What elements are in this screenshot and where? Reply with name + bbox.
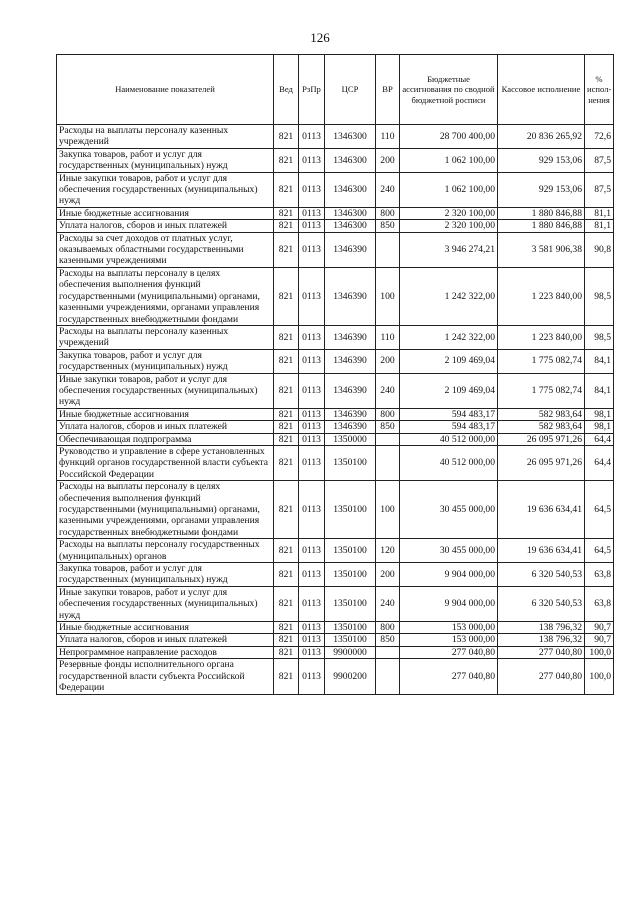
cell-name: Расходы на выплаты персоналу в целях обеспечения выполнения функций государственными (муниципальными) органами, казенными учреждениями, органами управления государственных внебюджетными фондами: [57, 481, 274, 539]
header-name: Наименование показателей: [57, 55, 274, 125]
cell-ved: 821: [274, 373, 299, 408]
cell-name: Иные бюджетные ассигнования: [57, 622, 274, 634]
cell-ved: 821: [274, 433, 299, 445]
page-number: 126: [310, 30, 330, 45]
cell-name: Уплата налогов, сборов и иных платежей: [57, 220, 274, 232]
cell-ved: 821: [274, 349, 299, 373]
cell-rzpr: 0113: [299, 421, 325, 433]
table-row: [57, 408, 614, 420]
cell-name: Закупка товаров, работ и услуг для государственных (муниципальных) нужд: [57, 148, 274, 172]
cell-ved: 821: [274, 563, 299, 587]
header-rzpr: РзПр: [299, 55, 325, 125]
cell-name: Расходы на выплаты персоналу казенных учреждений: [57, 125, 274, 149]
cell-vr: 110: [376, 325, 400, 349]
cell-assign: 2 109 469,04: [400, 349, 498, 373]
cell-name: Расходы на выплаты персоналу казенных учреждений: [57, 325, 274, 349]
table-row: [57, 207, 614, 219]
header-row: [57, 55, 614, 125]
cell-vr: 240: [376, 586, 400, 621]
cell-csr: 1346390: [325, 232, 376, 267]
cell-assign: 40 512 000,00: [400, 433, 498, 445]
cell-assign: 2 109 469,04: [400, 373, 498, 408]
cell-assign: 2 320 100,00: [400, 220, 498, 232]
cell-csr: 1346300: [325, 148, 376, 172]
cell-cash: 138 796,32: [498, 634, 585, 646]
cell-csr: 1350100: [325, 539, 376, 563]
cell-csr: 1346300: [325, 172, 376, 207]
cell-rzpr: 0113: [299, 172, 325, 207]
table-row: [57, 148, 614, 172]
header-csr: ЦСР: [325, 55, 376, 125]
cell-ved: 821: [274, 207, 299, 219]
table-row: [57, 125, 614, 149]
cell-pct: 90,7: [585, 622, 614, 634]
cell-rzpr: 0113: [299, 148, 325, 172]
table-row: [57, 445, 614, 480]
cell-ved: 821: [274, 232, 299, 267]
cell-ved: 821: [274, 325, 299, 349]
cell-cash: 1 223 840,00: [498, 267, 585, 325]
cell-pct: 64,5: [585, 539, 614, 563]
table-row: [57, 586, 614, 621]
table-row: [57, 349, 614, 373]
cell-vr: [376, 659, 400, 694]
cell-cash: 1 775 082,74: [498, 349, 585, 373]
cell-pct: 72,6: [585, 125, 614, 149]
table-row: [57, 659, 614, 694]
cell-vr: 200: [376, 148, 400, 172]
cell-csr: 1346390: [325, 325, 376, 349]
cell-rzpr: 0113: [299, 207, 325, 219]
cell-assign: 594 483,17: [400, 408, 498, 420]
table-row: [57, 433, 614, 445]
cell-assign: 153 000,00: [400, 622, 498, 634]
cell-name: Непрограммное направление расходов: [57, 646, 274, 658]
cell-csr: 1346390: [325, 408, 376, 420]
cell-pct: 64,4: [585, 445, 614, 480]
cell-rzpr: 0113: [299, 539, 325, 563]
cell-pct: 100,0: [585, 646, 614, 658]
cell-vr: 240: [376, 373, 400, 408]
table-header: [57, 55, 614, 125]
cell-cash: 1 880 846,88: [498, 220, 585, 232]
cell-pct: 63,8: [585, 563, 614, 587]
cell-cash: 19 636 634,41: [498, 481, 585, 539]
cell-assign: 30 455 000,00: [400, 481, 498, 539]
table-row: [57, 325, 614, 349]
header-assign: Бюджетные ассигнования по сводной бюджетной росписи: [400, 55, 498, 125]
cell-cash: 582 983,64: [498, 408, 585, 420]
cell-pct: 64,4: [585, 433, 614, 445]
cell-name: Иные бюджетные ассигнования: [57, 408, 274, 420]
cell-ved: 821: [274, 220, 299, 232]
cell-assign: 153 000,00: [400, 634, 498, 646]
cell-vr: [376, 232, 400, 267]
cell-assign: 2 320 100,00: [400, 207, 498, 219]
cell-cash: 1 880 846,88: [498, 207, 585, 219]
cell-csr: 1346390: [325, 373, 376, 408]
cell-vr: [376, 646, 400, 658]
cell-cash: 277 040,80: [498, 646, 585, 658]
table-body: [57, 125, 614, 695]
table-row: [57, 421, 614, 433]
cell-cash: 6 320 540,53: [498, 563, 585, 587]
cell-name: Обеспечивающая подпрограмма: [57, 433, 274, 445]
cell-csr: 1350100: [325, 445, 376, 480]
cell-csr: 1350100: [325, 586, 376, 621]
cell-csr: 9900000: [325, 646, 376, 658]
cell-vr: 100: [376, 481, 400, 539]
cell-assign: 1 062 100,00: [400, 172, 498, 207]
cell-rzpr: 0113: [299, 481, 325, 539]
table-row: [57, 232, 614, 267]
cell-pct: 98,1: [585, 408, 614, 420]
cell-ved: 821: [274, 172, 299, 207]
cell-ved: 821: [274, 634, 299, 646]
cell-vr: 800: [376, 207, 400, 219]
table-row: [57, 634, 614, 646]
cell-cash: 3 581 906,38: [498, 232, 585, 267]
cell-assign: 30 455 000,00: [400, 539, 498, 563]
cell-vr: 850: [376, 220, 400, 232]
table-row: [57, 622, 614, 634]
cell-name: Закупка товаров, работ и услуг для государственных (муниципальных) нужд: [57, 349, 274, 373]
cell-ved: 821: [274, 622, 299, 634]
cell-name: Иные бюджетные ассигнования: [57, 207, 274, 219]
cell-ved: 821: [274, 539, 299, 563]
cell-name: Расходы на выплаты персоналу государственных (муниципальных) органов: [57, 539, 274, 563]
cell-rzpr: 0113: [299, 563, 325, 587]
cell-cash: 582 983,64: [498, 421, 585, 433]
table-row: [57, 172, 614, 207]
cell-rzpr: 0113: [299, 325, 325, 349]
cell-pct: 87,5: [585, 148, 614, 172]
cell-pct: 90,7: [585, 634, 614, 646]
cell-cash: 19 636 634,41: [498, 539, 585, 563]
cell-ved: 821: [274, 148, 299, 172]
cell-cash: 1 223 840,00: [498, 325, 585, 349]
cell-pct: 100,0: [585, 659, 614, 694]
cell-name: Расходы на выплаты персоналу в целях обеспечения выполнения функций государственными (муниципальными) органами, казенными учреждениями, органами управления государственных внебюджетными фондами: [57, 267, 274, 325]
cell-assign: 28 700 400,00: [400, 125, 498, 149]
cell-ved: 821: [274, 267, 299, 325]
cell-csr: 1350100: [325, 481, 376, 539]
header-vr: ВР: [376, 55, 400, 125]
table-row: [57, 373, 614, 408]
cell-pct: 84,1: [585, 349, 614, 373]
table-row: [57, 646, 614, 658]
cell-pct: 81,1: [585, 220, 614, 232]
cell-ved: 821: [274, 421, 299, 433]
cell-assign: 277 040,80: [400, 659, 498, 694]
cell-vr: 800: [376, 408, 400, 420]
cell-cash: 138 796,32: [498, 622, 585, 634]
cell-assign: 40 512 000,00: [400, 445, 498, 480]
cell-ved: 821: [274, 445, 299, 480]
cell-vr: 800: [376, 622, 400, 634]
table-row: [57, 563, 614, 587]
cell-ved: 821: [274, 125, 299, 149]
cell-rzpr: 0113: [299, 220, 325, 232]
cell-vr: 100: [376, 267, 400, 325]
cell-pct: 90,8: [585, 232, 614, 267]
cell-rzpr: 0113: [299, 622, 325, 634]
cell-vr: [376, 433, 400, 445]
cell-pct: 98,5: [585, 325, 614, 349]
table-row: [57, 481, 614, 539]
cell-name: Резервные фонды исполнительного органа государственной власти субъекта Российской Федерации: [57, 659, 274, 694]
cell-rzpr: 0113: [299, 125, 325, 149]
cell-name: Уплата налогов, сборов и иных платежей: [57, 421, 274, 433]
cell-assign: 1 062 100,00: [400, 148, 498, 172]
cell-csr: 1350000: [325, 433, 376, 445]
cell-cash: 26 095 971,26: [498, 445, 585, 480]
cell-assign: 594 483,17: [400, 421, 498, 433]
cell-assign: 9 904 000,00: [400, 563, 498, 587]
cell-assign: 277 040,80: [400, 646, 498, 658]
cell-rzpr: 0113: [299, 445, 325, 480]
cell-pct: 87,5: [585, 172, 614, 207]
cell-csr: 1346390: [325, 349, 376, 373]
cell-csr: 1346300: [325, 220, 376, 232]
cell-csr: 1350100: [325, 563, 376, 587]
cell-pct: 64,5: [585, 481, 614, 539]
cell-rzpr: 0113: [299, 349, 325, 373]
cell-pct: 98,5: [585, 267, 614, 325]
cell-vr: 200: [376, 349, 400, 373]
cell-vr: 120: [376, 539, 400, 563]
cell-rzpr: 0113: [299, 634, 325, 646]
cell-cash: 20 836 265,92: [498, 125, 585, 149]
cell-cash: 1 775 082,74: [498, 373, 585, 408]
cell-assign: 1 242 322,00: [400, 325, 498, 349]
cell-rzpr: 0113: [299, 659, 325, 694]
cell-pct: 63,8: [585, 586, 614, 621]
table-row: [57, 267, 614, 325]
cell-name: Расходы за счет доходов от платных услуг, оказываемых областными государственными казенными учреждениями: [57, 232, 274, 267]
cell-ved: 821: [274, 481, 299, 539]
header-pct: % испол-нения: [585, 55, 614, 125]
cell-csr: 1350100: [325, 622, 376, 634]
cell-name: Уплата налогов, сборов и иных платежей: [57, 634, 274, 646]
cell-cash: 929 153,06: [498, 148, 585, 172]
header-cash: Кассовое исполнение: [498, 55, 585, 125]
cell-ved: 821: [274, 646, 299, 658]
cell-ved: 821: [274, 408, 299, 420]
table-row: [57, 539, 614, 563]
cell-rzpr: 0113: [299, 646, 325, 658]
cell-rzpr: 0113: [299, 586, 325, 621]
cell-pct: 98,1: [585, 421, 614, 433]
cell-vr: 850: [376, 421, 400, 433]
cell-assign: 9 904 000,00: [400, 586, 498, 621]
cell-rzpr: 0113: [299, 373, 325, 408]
cell-cash: 277 040,80: [498, 659, 585, 694]
cell-name: Иные закупки товаров, работ и услуг для обеспечения государственных (муниципальных) нужд: [57, 373, 274, 408]
cell-assign: 3 946 274,21: [400, 232, 498, 267]
cell-name: Иные закупки товаров, работ и услуг для обеспечения государственных (муниципальных) нужд: [57, 586, 274, 621]
cell-vr: 240: [376, 172, 400, 207]
cell-vr: 850: [376, 634, 400, 646]
cell-cash: 929 153,06: [498, 172, 585, 207]
cell-ved: 821: [274, 659, 299, 694]
cell-name: Закупка товаров, работ и услуг для государственных (муниципальных) нужд: [57, 563, 274, 587]
header-ved: Вед: [274, 55, 299, 125]
cell-rzpr: 0113: [299, 232, 325, 267]
budget-execution-table: [56, 54, 614, 695]
cell-vr: 110: [376, 125, 400, 149]
cell-name: Руководство и управление в сфере установленных функций органов государственной власти субъекта Российской Федерации: [57, 445, 274, 480]
cell-rzpr: 0113: [299, 408, 325, 420]
cell-csr: 1346390: [325, 267, 376, 325]
cell-rzpr: 0113: [299, 267, 325, 325]
cell-pct: 81,1: [585, 207, 614, 219]
cell-vr: 200: [376, 563, 400, 587]
table-row: [57, 220, 614, 232]
cell-pct: 84,1: [585, 373, 614, 408]
cell-ved: 821: [274, 586, 299, 621]
cell-name: Иные закупки товаров, работ и услуг для обеспечения государственных (муниципальных) нужд: [57, 172, 274, 207]
cell-csr: 1346300: [325, 207, 376, 219]
cell-csr: 1346300: [325, 125, 376, 149]
cell-cash: 26 095 971,26: [498, 433, 585, 445]
cell-cash: 6 320 540,53: [498, 586, 585, 621]
cell-csr: 1350100: [325, 634, 376, 646]
cell-rzpr: 0113: [299, 433, 325, 445]
cell-vr: [376, 445, 400, 480]
cell-csr: 1346390: [325, 421, 376, 433]
cell-csr: 9900200: [325, 659, 376, 694]
cell-assign: 1 242 322,00: [400, 267, 498, 325]
